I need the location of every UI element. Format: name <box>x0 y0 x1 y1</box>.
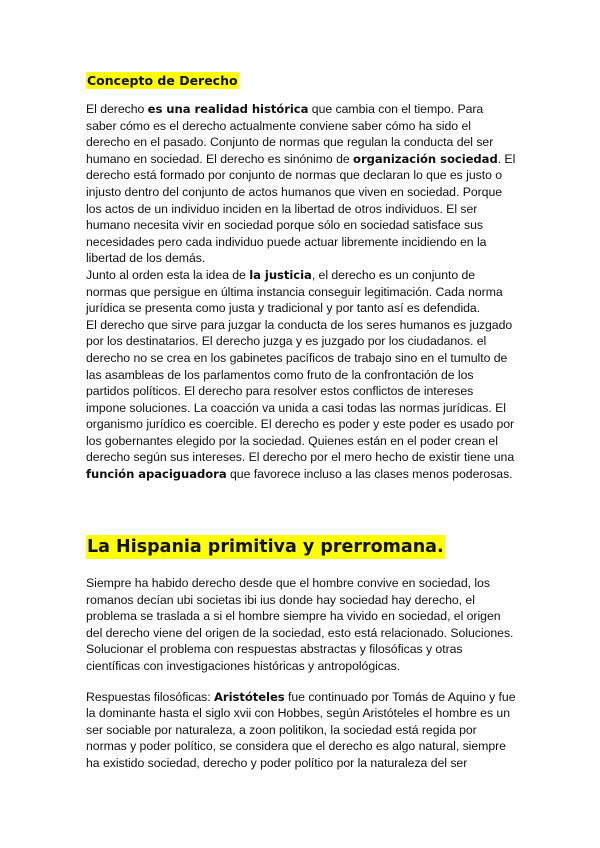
text-run: . El derecho está formado por conjunto de normas que declaran lo que es justo o injusto dentro del conjunto de actos humanos que viven en sociedad. Porque los actos de un individuo inciden en la libertad de otros individuos. El ser humano necesita vivir en sociedad porque sólo en sociedad satisface sus necesidades pero cada individuo puede actuar libremente incidiendo en la libertad de los demás. <box>86 151 516 266</box>
section-hispania-primitiva <box>86 535 516 772</box>
bold-text-run: la justicia <box>249 267 312 282</box>
text-run: Respuestas filosóficas: <box>86 689 214 704</box>
text-run: que favorece incluso a las clases menos poderosas. <box>226 467 513 482</box>
text-run: , el derecho es un conjunto de normas que persigue en última instancia conseguir legitimación. Cada norma jurídica se presenta como justa y tradicional y por tanto así es defendida. <box>86 267 503 316</box>
paragraph-gap <box>86 675 516 689</box>
text-run: Siempre ha habido derecho desde que el hombre convive en sociedad, los romanos decían ubi societas ibi ius donde hay sociedad hay derecho, el problema se traslada a si el hombre siempre ha vivido en sociedad, el origen del derecho viene del origen de la sociedad, esto está relacionado. Soluciones. Solucionar el problema con respuestas abstractas y filosóficas y otras científicas con investigaciones históricas y antropológicas. <box>86 576 514 673</box>
section-heading: La Hispania primitiva y prerromana. <box>87 537 444 557</box>
body-paragraph <box>86 689 516 772</box>
body-paragraph <box>86 101 516 483</box>
text-run: que cambia con el tiempo. Para saber cómo es el derecho actualmente conviene saber cómo ha sido el derecho en el pasado. Conjunto de normas que regulan la conducta del ser humano en sociedad. El derecho es sinónimo de <box>86 102 494 166</box>
section-concepto-derecho <box>86 72 516 483</box>
text-run: fue continuado por Tomás de Aquino y fue la dominante hasta el siglo xvii con Hobbes, según Aristóteles el hombre es un ser sociable por naturaleza, a zoon politikon, la sociedad está regida por normas y poder político, se considera que el derecho es algo natural, siempre ha existido sociedad, derecho y poder político por la naturaleza del ser <box>86 689 516 770</box>
bold-text-run: función apaciguadora <box>86 467 227 482</box>
section-heading: Concepto de Derecho <box>87 73 238 88</box>
text-run: El derecho que sirve para juzgar la conducta de los seres humanos es juzgado por los destinatarios. El derecho juzga y es juzgado por los ciudadanos. el derecho no se crea en los gabinetes pacíficos de trabajo sino en el tumulto de las asambleas de los parlamentos como fruto de la confrontación de los partidos políticos. El derecho para resolver estos conflictos de intereses impone soluciones. La coacción va unida a casi todas las normas jurídicas. El organismo jurídico es coercible. El derecho es poder y este poder es usado por los gobernantes elegido por la sociedad. Quienes están en el poder crean el derecho según sus intereses. El derecho por el mero hecho de existir tiene una <box>86 317 515 465</box>
bold-text-run: es una realidad histórica <box>147 102 309 116</box>
bold-text-run: organización sociedad <box>353 151 498 166</box>
body-paragraph <box>86 575 516 675</box>
text-run: Junto al orden esta la idea de <box>86 267 250 282</box>
text-run: El derecho <box>86 102 148 116</box>
bold-text-run: Aristóteles <box>213 689 285 704</box>
